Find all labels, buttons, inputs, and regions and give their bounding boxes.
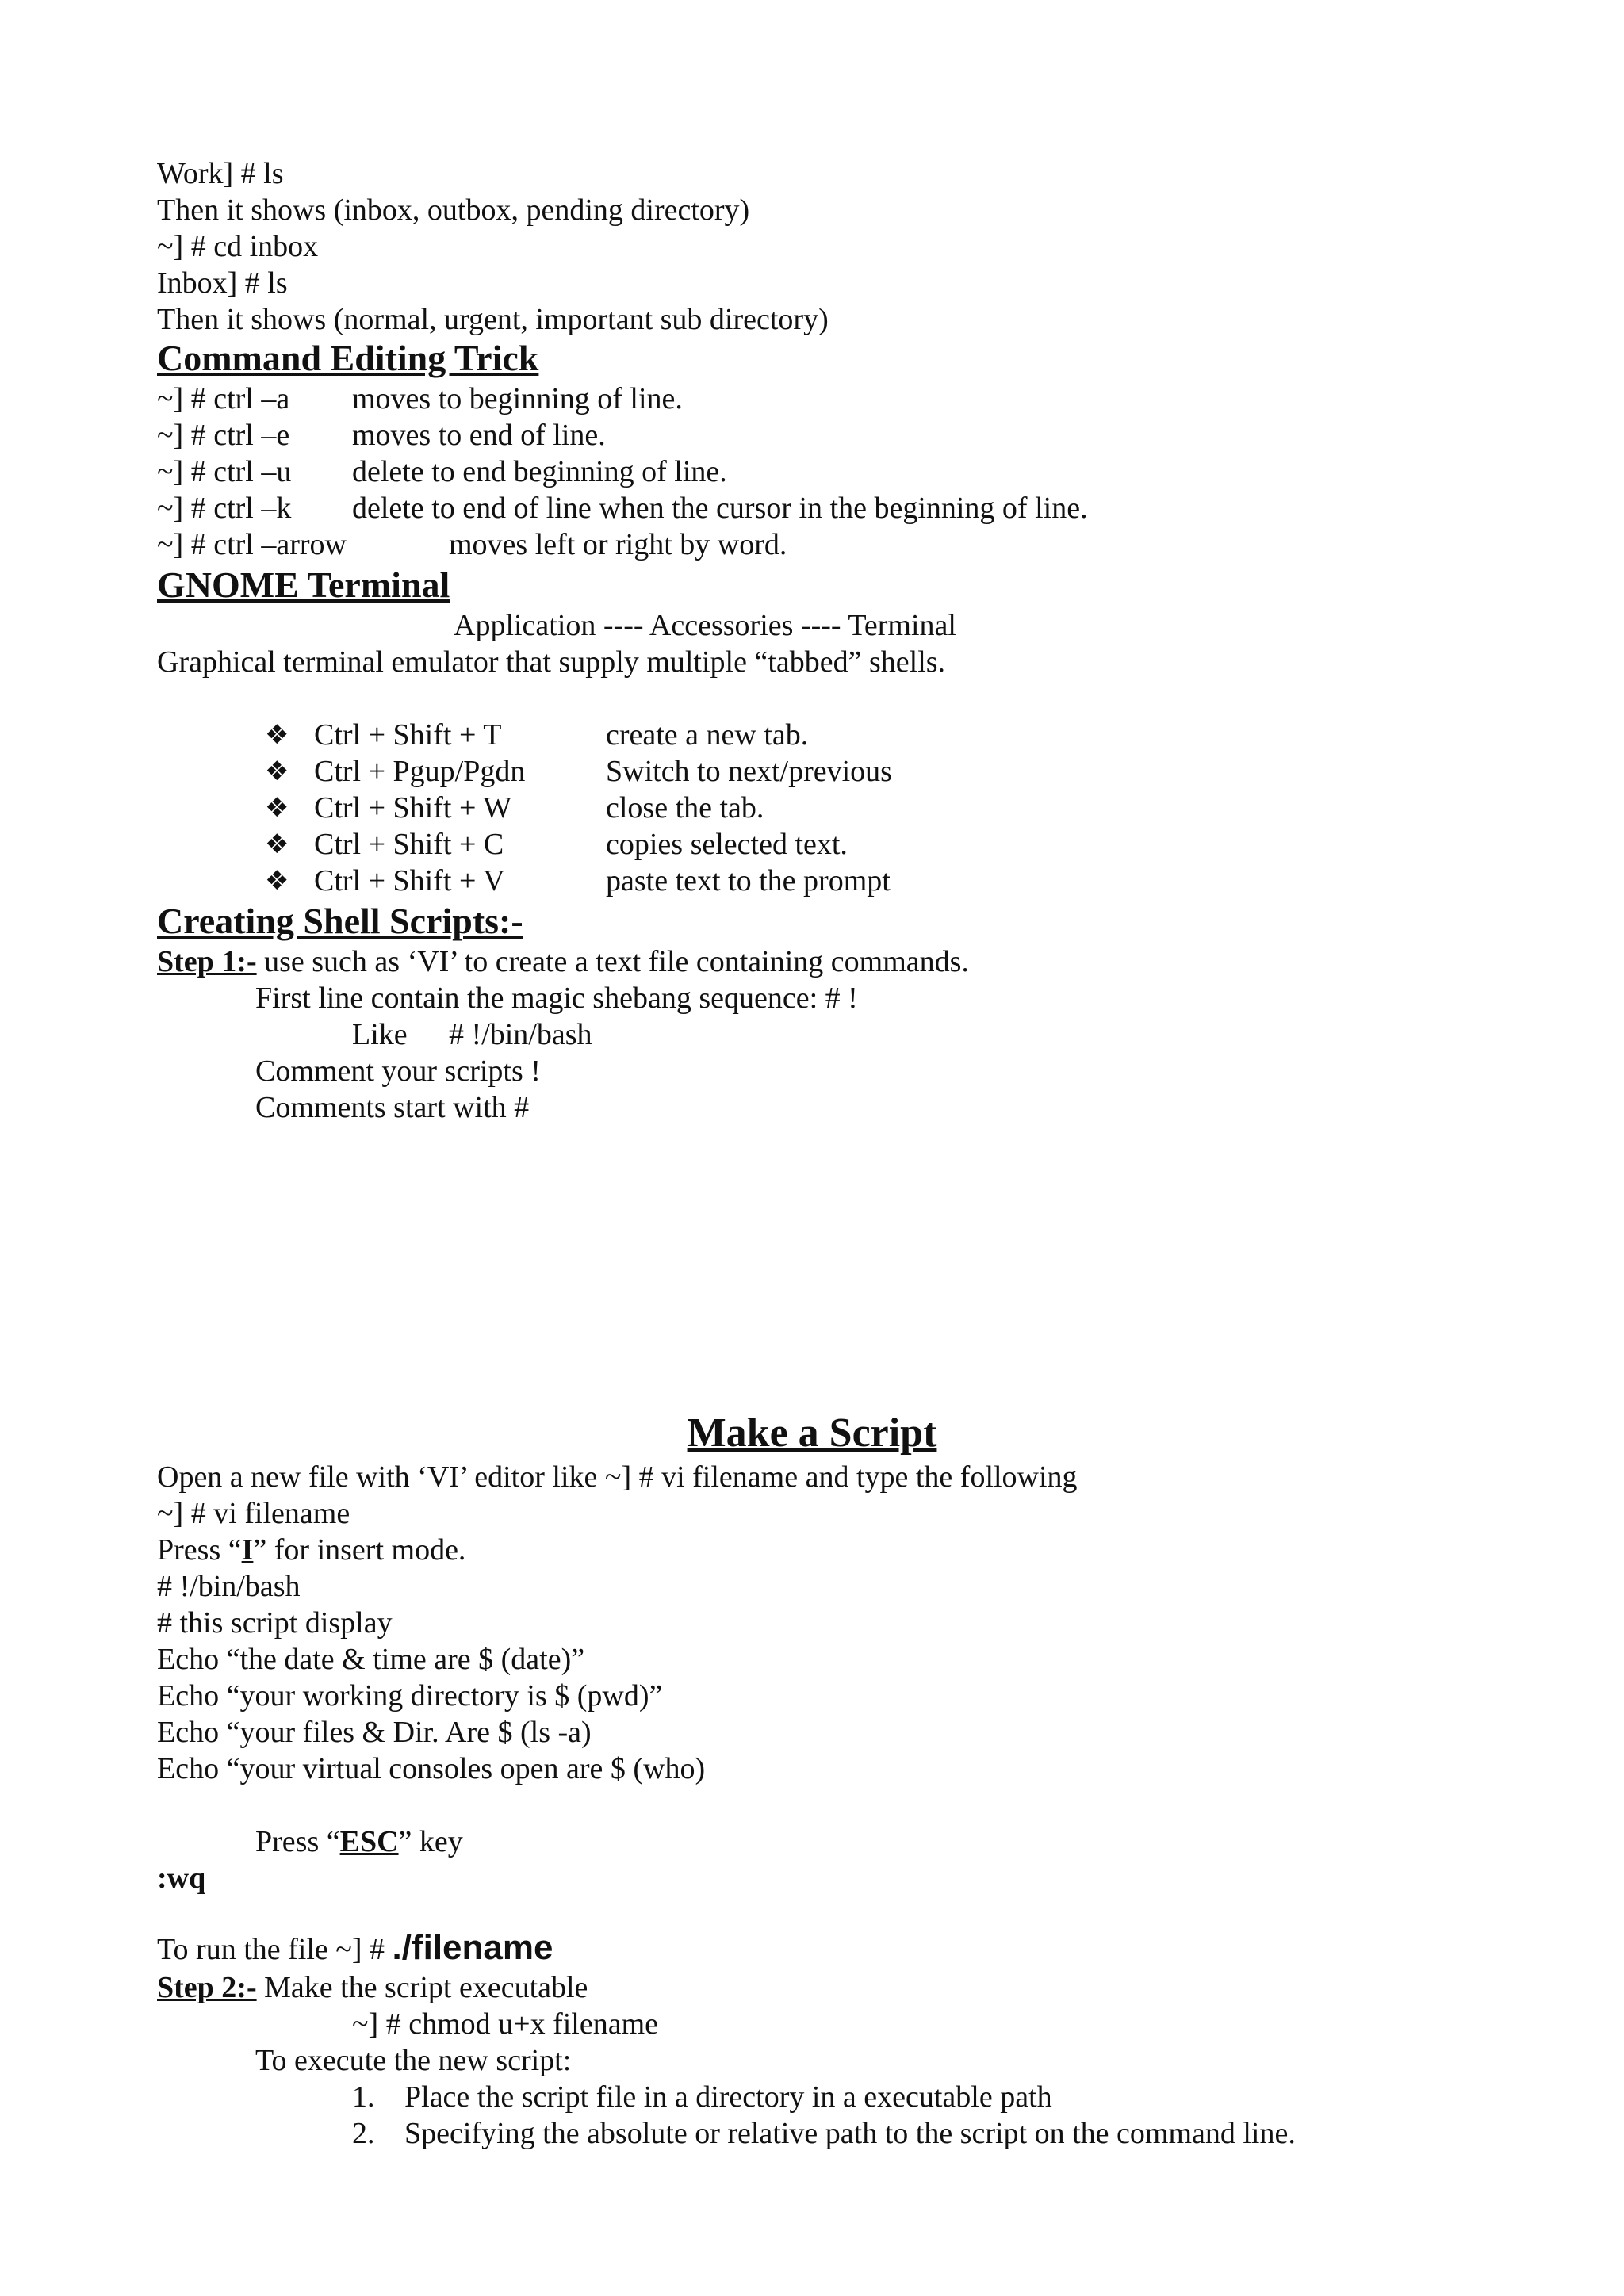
shebang-line: First line contain the magic shebang sequence: # ! [255,982,858,1015]
editing-cmd-3: ~] # ctrl –u [157,455,292,488]
esc-line [255,1823,463,1860]
like-value: # !/bin/bash [449,1018,592,1051]
shortcut-keys-3: Ctrl + Shift + W [314,791,512,825]
script-line-5: Echo “your files & Dir. Are $ (ls -a) [157,1716,592,1749]
creating-heading: Creating Shell Scripts:- [157,901,523,941]
shortcut-action-4: copies selected text. [606,828,848,861]
shortcut-action-5: paste text to the prompt [606,864,891,897]
run-command: ./filename [392,1928,553,1967]
esc-post: ” key [398,1825,463,1858]
editing-desc-3: delete to end beginning of line. [352,455,727,488]
insert-pre: Press “ [157,1533,242,1567]
list-item-2: Specifying the absolute or relative path to the script on the command line. [404,2117,1296,2150]
shortcut-keys-5: Ctrl + Shift + V [314,864,505,897]
list-number-1: 1. [352,2080,375,2114]
script-line-6: Echo “your virtual consoles open are $ (who) [157,1752,706,1785]
shortcut-keys-1: Ctrl + Shift + T [314,718,502,752]
like-label: Like [352,1018,408,1051]
execute-line: To execute the new script: [255,2044,572,2077]
comment-line-2: Comments start with # [255,1091,530,1124]
editing-cmd-2: ~] # ctrl –e [157,419,290,452]
editing-cmd-4: ~] # ctrl –k [157,492,292,525]
step2-text: Make the script executable [256,1971,588,2004]
esc-key: ESC [339,1825,399,1858]
comment-line-1: Comment your scripts ! [255,1054,541,1088]
gnome-menu-path: Application ---- Accessories ---- Terminal [454,609,956,642]
make-heading-text: Make a Script [687,1410,937,1456]
shortcut-keys-2: Ctrl + Pgup/Pgdn [314,755,526,788]
bullet-icon: ❖ [265,792,289,824]
editing-desc-4: delete to end of line when the cursor in the beginning of line. [352,492,1088,525]
run-pre: To run the file ~] # [157,1933,393,1966]
editing-desc-2: moves to end of line. [352,419,606,452]
insert-mode-line [157,1532,465,1568]
script-line-2: # this script display [157,1606,393,1640]
script-line-3: Echo “the date & time are $ (date)” [157,1643,585,1676]
intro-line-2: Then it shows (inbox, outbox, pending directory) [157,193,750,227]
insert-post: ” for insert mode. [253,1533,466,1567]
editing-heading: Command Editing Trick [157,338,539,378]
step1-text: use such as ‘VI’ to create a text file containing commands. [256,945,969,978]
editing-desc-5: moves left or right by word. [449,528,787,561]
shortcut-action-1: create a new tab. [606,718,809,752]
run-line [157,1930,553,1968]
script-line-4: Echo “your working directory is $ (pwd)” [157,1679,663,1712]
bullet-icon: ❖ [265,756,289,787]
shortcut-action-2: Switch to next/previous [606,755,892,788]
shortcut-keys-4: Ctrl + Shift + C [314,828,504,861]
script-line-1: # !/bin/bash [157,1570,301,1603]
shortcut-action-3: close the tab. [606,791,764,825]
step1-label: Step 1:- [157,945,257,978]
bullet-icon: ❖ [265,865,289,897]
editing-desc-1: moves to beginning of line. [352,382,683,415]
wq-command: :wq [157,1862,206,1895]
step2-label: Step 2:- [157,1971,257,2004]
intro-line-1: Work] # ls [157,157,284,190]
list-item-1: Place the script file in a directory in a executable path [404,2080,1052,2114]
open-file-line: Open a new file with ‘VI’ editor like ~] # vi filename and type the following [157,1460,1078,1494]
vi-command-line: ~] # vi filename [157,1497,350,1530]
intro-line-4: Inbox] # ls [157,266,288,300]
intro-line-3: ~] # cd inbox [157,230,319,263]
chmod-line: ~] # chmod u+x filename [352,2007,658,2041]
editing-cmd-5: ~] # ctrl –arrow [157,528,347,561]
insert-key: I [241,1533,254,1567]
list-number-2: 2. [352,2117,375,2150]
bullet-icon: ❖ [265,828,289,860]
gnome-heading: GNOME Terminal [157,564,450,605]
step1-line [157,943,969,980]
editing-cmd-1: ~] # ctrl –a [157,382,290,415]
make-heading [0,1410,1624,1457]
esc-pre: Press “ [255,1825,340,1858]
intro-line-5: Then it shows (normal, urgent, important sub directory) [157,303,829,336]
bullet-icon: ❖ [265,719,289,751]
gnome-description: Graphical terminal emulator that supply multiple “tabbed” shells. [157,645,946,679]
step2-line [157,1969,588,2006]
